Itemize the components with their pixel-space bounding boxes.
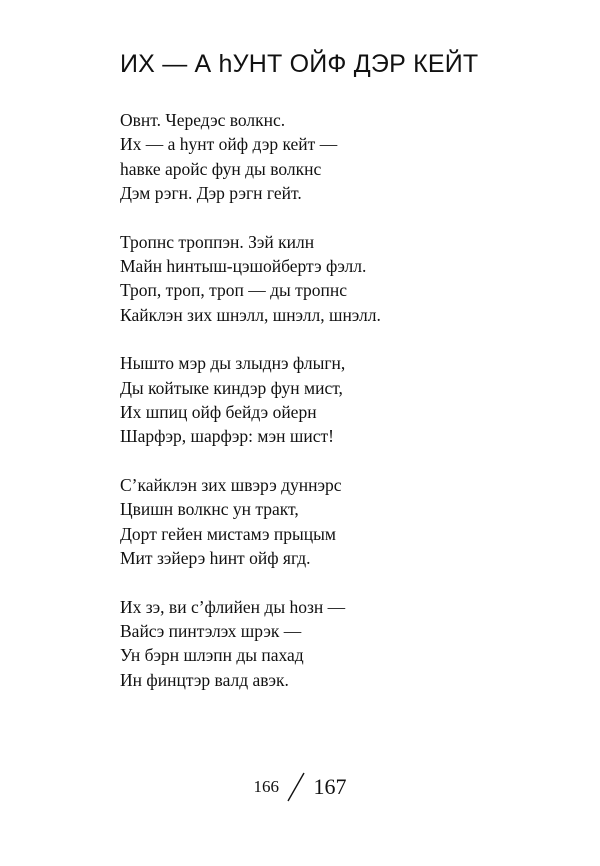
poem-line: Овнт. Чередэс волкнс.: [120, 110, 286, 130]
poem-line: Цвишн волкнс ун тракт,: [120, 499, 299, 520]
poem-line: Ды койтыке киндэр фун мист,: [120, 377, 343, 398]
page-numbers: [0, 772, 600, 802]
poem-line: Дорт гейен мистамэ прыцым: [120, 523, 336, 544]
slash-divider-icon: [285, 772, 307, 802]
stanza-5: [120, 595, 540, 693]
poem-body: [120, 108, 540, 716]
poem-line: Ин финцтэр валд авэк.: [120, 669, 289, 690]
poem-title: ИХ — А hУНТ ОЙФ ДЭР КЕЙТ: [120, 50, 479, 78]
stanza-3: [120, 351, 540, 449]
poem-line: Их зэ, ви с’флийен ды hозн —: [120, 596, 346, 617]
stanza-1: [120, 108, 540, 206]
poem-line: Нышто мэр ды злыднэ флыгн,: [120, 353, 346, 374]
poem-line: Их — а hунт ойф дэр кейт —: [120, 134, 338, 155]
poem-line: Ун бэрн шлэпн ды пахад: [120, 645, 304, 666]
poem-line: hавке аройс фун ды волкнс: [120, 158, 322, 179]
poem-line: Их шпиц ойф бейдэ ойерн: [120, 402, 317, 423]
poem-line: Майн hинтыш-цэшойбертэ фэлл.: [120, 256, 367, 277]
poem-line: Кайклэн зих шнэлл, шнэлл, шнэлл.: [120, 304, 381, 325]
poem-line: Тропнс троппэн. Зэй килн: [120, 231, 315, 252]
poem-line: Вайсэ пинтэлэх шрэк —: [120, 620, 302, 641]
right-page-number: 167: [313, 774, 347, 799]
poem-line: Мит зэйерэ hинт ойф ягд.: [120, 548, 311, 569]
poem-line: Шарфэр, шарфэр: мэн шист!: [120, 426, 334, 447]
poem-line: С’кайклэн зих швэрэ дуннэрс: [120, 474, 342, 495]
left-page-number: 166: [253, 777, 279, 796]
stanza-4: [120, 473, 540, 571]
stanza-2: [120, 230, 540, 328]
poem-line: Троп, троп, троп — ды тропнс: [120, 280, 347, 301]
poem-line: Дэм рэгн. Дэр рэгн гейт.: [120, 183, 302, 204]
